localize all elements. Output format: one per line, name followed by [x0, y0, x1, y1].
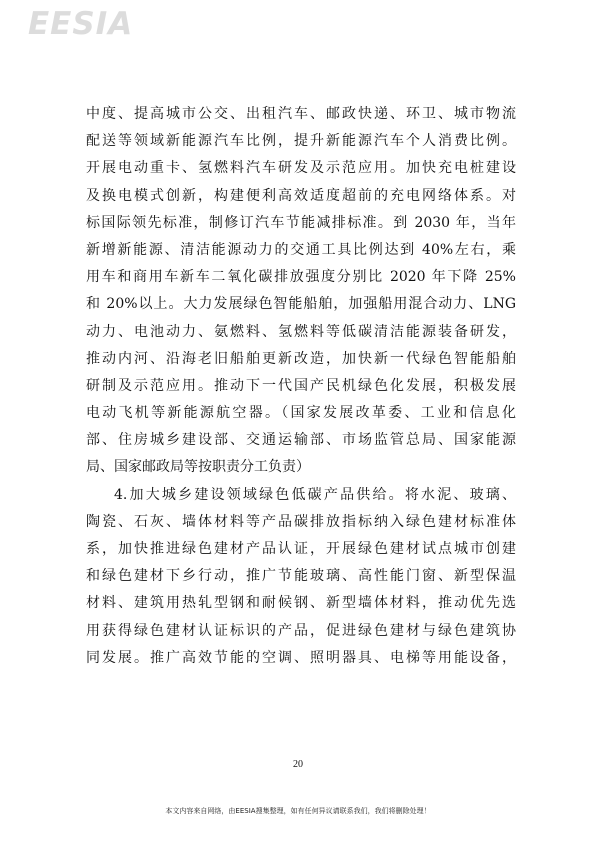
body-line: 开展电动重卡、氢燃料汽车研发及示范应用。加快充电桩建设: [86, 160, 516, 177]
body-line: 用车和商用车新车二氧化碳排放强度分别比 2020 年下降 25%: [86, 269, 516, 286]
body-line: 用获得绿色建材认证标识的产品，促进绿色建材与绿色建筑协: [86, 622, 516, 639]
document-body: [86, 101, 516, 672]
page-number: 20: [293, 759, 303, 770]
body-line: 及换电模式创新，构建便利高效适度超前的充电网络体系。对: [86, 187, 516, 204]
body-line: 动力、电池动力、氨燃料、氢燃料等低碳清洁能源装备研发，: [86, 323, 516, 340]
section-heading-line: 4.加大城乡建设领域绿色低碳产品供给。将水泥、玻璃、: [114, 486, 516, 503]
body-line: 系，加快推进绿色建材产品认证，开展绿色建材试点城市创建: [86, 541, 516, 557]
eesia-logo: EESIA: [28, 6, 134, 42]
body-line: 陶瓷、石灰、墙体材料等产品碳排放指标纳入绿色建材标准体: [86, 513, 516, 530]
body-line: 标国际领先标准，制修订汽车节能减排标准。到 2030 年，当年: [86, 214, 516, 231]
body-line: 同发展。推广高效节能的空调、照明器具、电梯等用能设备，: [86, 649, 516, 666]
body-line: 部、住房城乡建设部、交通运输部、市场监管总局、国家能源: [86, 432, 516, 449]
body-line: 电动飞机等新能源航空器。（国家发展改革委、工业和信息化: [86, 405, 516, 422]
footer-disclaimer: 本文内容来自网络，由EESIA搜集整理，如有任何异议请联系我们，我们将删除处理！: [165, 807, 431, 815]
body-line: 材料、建筑用热轧型钢和耐候钢、新型墙体材料，推动优先选: [86, 595, 516, 612]
body-line: 局、国家邮政局等按职责分工负责）: [86, 459, 310, 476]
body-line: 配送等领域新能源汽车比例，提升新能源汽车个人消费比例。: [86, 133, 516, 150]
body-line: 研制及示范应用。推动下一代国产民机绿色化发展，积极发展: [86, 377, 516, 394]
body-line: 推动内河、沿海老旧船舶更新改造，加快新一代绿色智能船舶: [86, 350, 516, 367]
body-line: 新增新能源、清洁能源动力的交通工具比例达到 40%左右，乘: [86, 241, 516, 258]
body-line: 中度、提高城市公交、出租汽车、邮政快递、环卫、城市物流: [86, 106, 516, 122]
body-line: 和绿色建材下乡行动，推广节能玻璃、高性能门窗、新型保温: [86, 568, 516, 585]
body-line: 和 20%以上。大力发展绿色智能船舶，加强船用混合动力、LNG: [86, 296, 516, 313]
